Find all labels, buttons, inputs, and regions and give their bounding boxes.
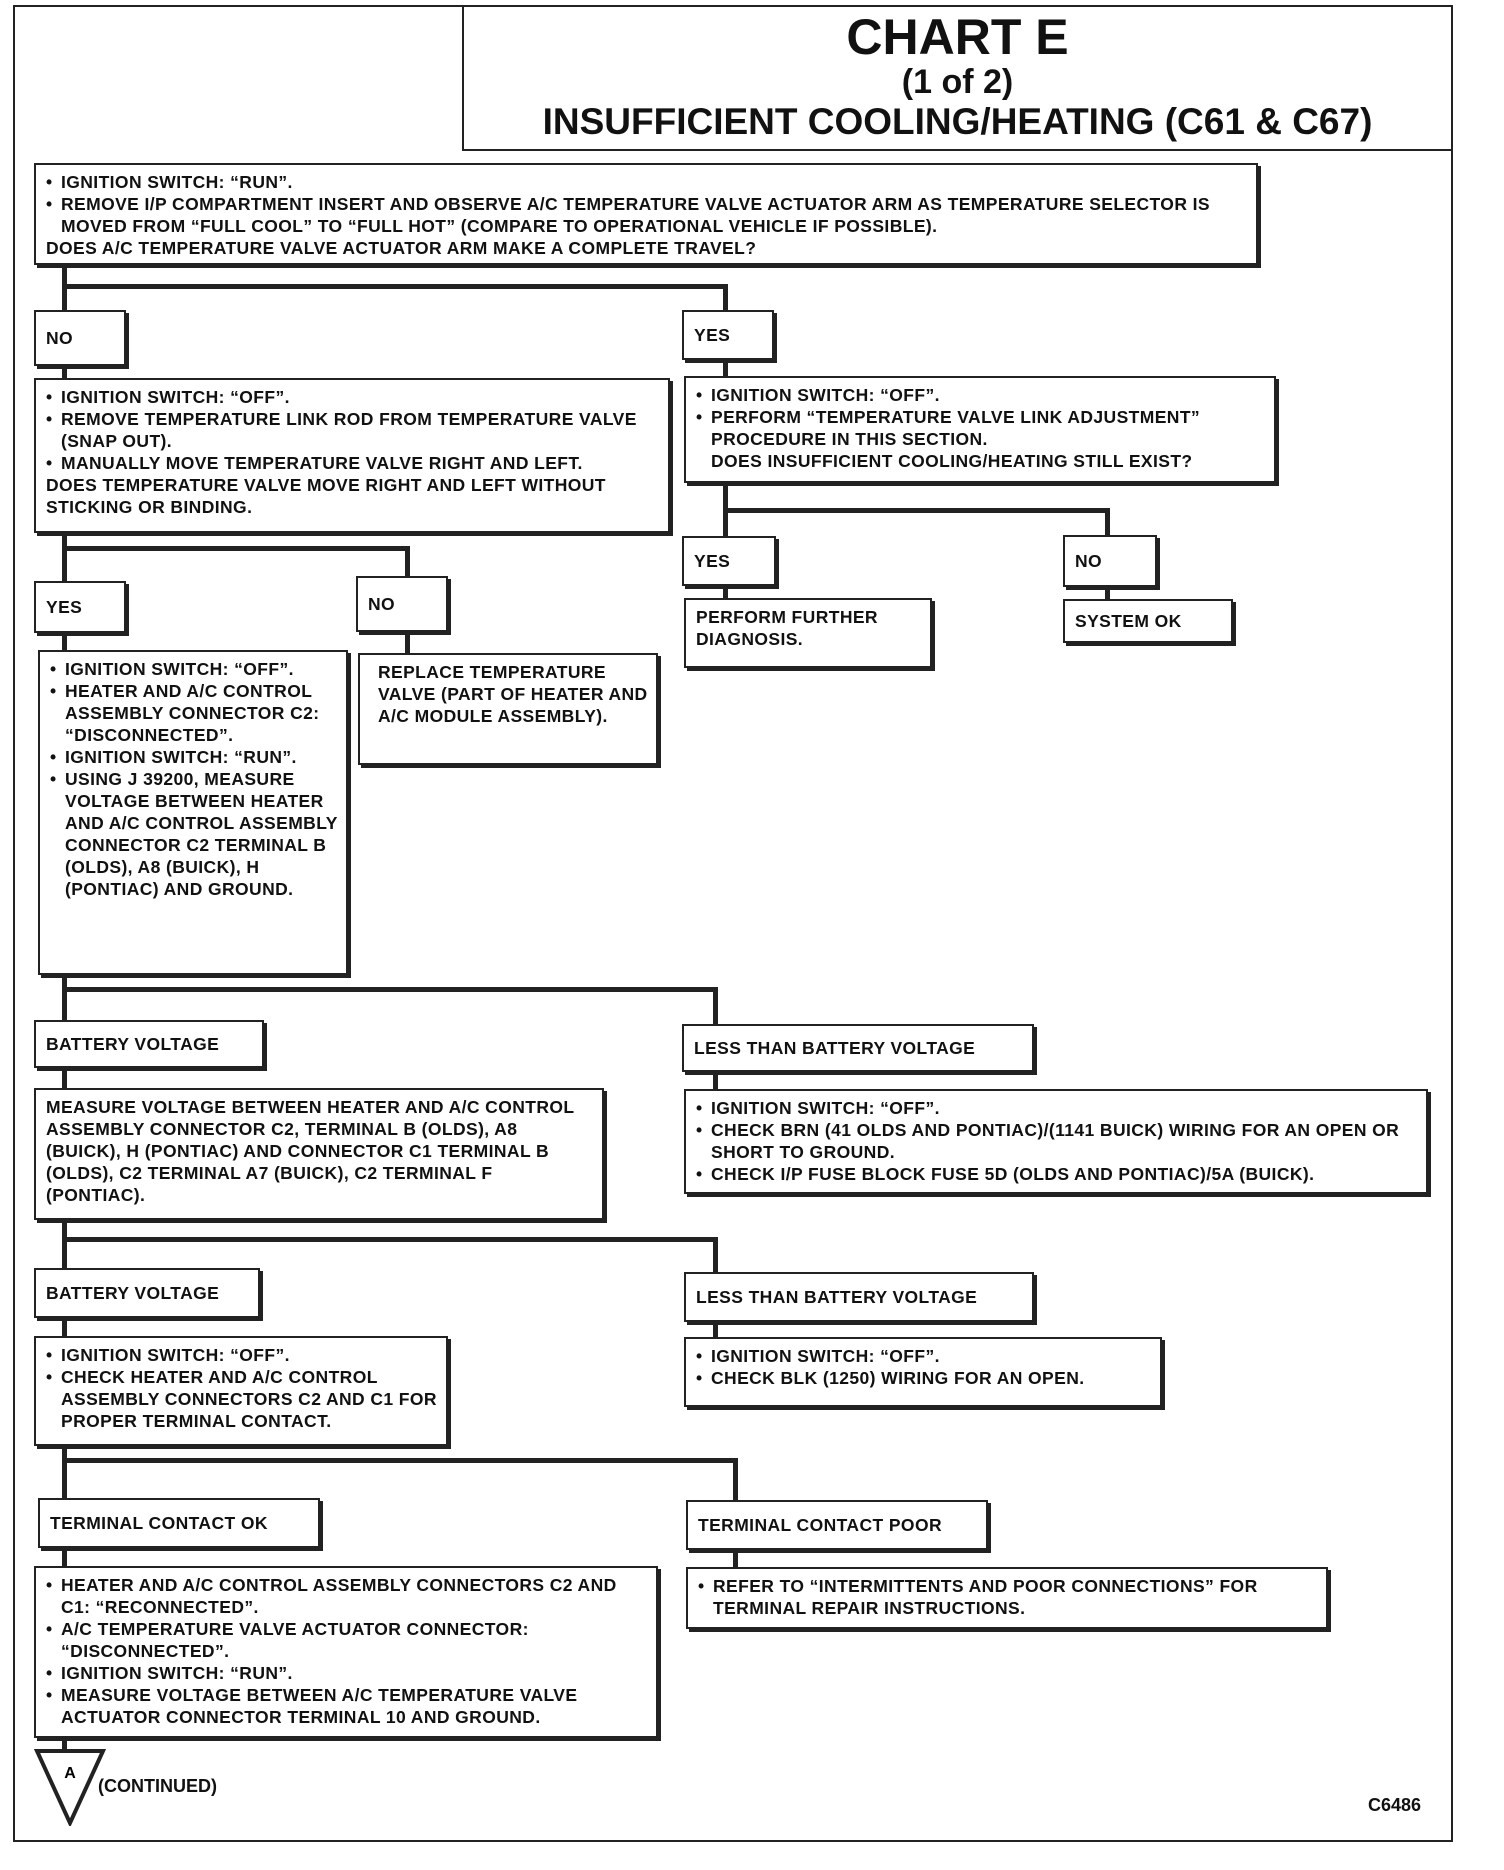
further-diagnosis-box: PERFORM FURTHER DIAGNOSIS. xyxy=(684,598,932,668)
no-label: NO xyxy=(356,576,448,632)
no-label: NO xyxy=(1063,535,1157,587)
start-step-box xyxy=(34,163,1258,265)
flow-line xyxy=(733,1549,738,1569)
step-bullet: • IGNITION SWITCH: “RUN”. xyxy=(46,171,1248,193)
flow-line xyxy=(62,974,67,1021)
link-adjust-step-box xyxy=(684,376,1276,483)
flow-line xyxy=(713,1071,718,1091)
step-bullet: • IGNITION SWITCH: “OFF”. xyxy=(46,1344,438,1366)
connector-letter: A xyxy=(64,1765,76,1782)
check-blk-step-box xyxy=(684,1337,1162,1407)
step-bullet: • IGNITION SWITCH: “OFF”. xyxy=(696,1097,1418,1119)
step-bullet: • HEATER AND A/C CONTROL ASSEMBLY CONNECTOR C2: “DISCONNECTED”. xyxy=(50,680,338,746)
flow-line xyxy=(62,631,67,651)
yes-label: YES xyxy=(682,310,774,360)
terminal-contact-ok-label: TERMINAL CONTACT OK xyxy=(38,1498,320,1548)
step-bullet: • IGNITION SWITCH: “OFF”. xyxy=(50,658,338,680)
flow-line xyxy=(62,532,67,583)
flow-line xyxy=(723,284,728,312)
flow-line xyxy=(713,1237,718,1272)
no-label: NO xyxy=(34,310,126,366)
flow-line xyxy=(62,1067,67,1090)
step-bullet: • REMOVE I/P COMPARTMENT INSERT AND OBSERVE A/C TEMPERATURE VALVE ACTUATOR ARM AS TEMPERATURE SELECTOR IS MOVED FROM “FULL COOL” TO “FULL HOT” (COMPARE TO OPERATIONAL VEHICLE IF POSSIBLE). xyxy=(46,193,1248,237)
flow-line xyxy=(62,987,718,992)
step-bullet: • REMOVE TEMPERATURE LINK ROD FROM TEMPERATURE VALVE (SNAP OUT). xyxy=(46,408,660,452)
flow-line xyxy=(723,358,728,378)
battery-voltage-label: BATTERY VOLTAGE xyxy=(34,1020,264,1068)
yes-label: YES xyxy=(34,581,126,633)
step-question: DOES TEMPERATURE VALVE MOVE RIGHT AND LEFT WITHOUT STICKING OR BINDING. xyxy=(46,475,606,517)
step-bullet: • CHECK BLK (1250) WIRING FOR AN OPEN. xyxy=(696,1367,1152,1389)
flow-line xyxy=(62,1443,67,1501)
step-bullet: • USING J 39200, MEASURE VOLTAGE BETWEEN HEATER AND A/C CONTROL ASSEMBLY CONNECTOR C2 TERMINAL B (OLDS), A8 (BUICK), H (PONTIAC) AND GROUND. xyxy=(50,768,338,900)
step-bullet: • IGNITION SWITCH: “OFF”. xyxy=(696,1345,1152,1367)
continued-label: (CONTINUED) xyxy=(98,1776,217,1796)
less-than-battery-label: LESS THAN BATTERY VOLTAGE xyxy=(684,1272,1034,1322)
chart-page-indicator: (1 of 2) xyxy=(901,63,1014,101)
chart-title: CHART E xyxy=(846,9,1069,65)
continued-connector-triangle xyxy=(34,1748,106,1826)
step-bullet: • CHECK HEATER AND A/C CONTROL ASSEMBLY CONNECTORS C2 AND C1 FOR PROPER TERMINAL CONTACT. xyxy=(46,1366,438,1432)
step-bullet: • REFER TO “INTERMITTENTS AND POOR CONNECTIONS” FOR TERMINAL REPAIR INSTRUCTIONS. xyxy=(698,1575,1318,1619)
step-question: DOES A/C TEMPERATURE VALVE ACTUATOR ARM MAKE A COMPLETE TRAVEL? xyxy=(46,238,757,258)
figure-reference-code: C6486 xyxy=(1368,1795,1422,1815)
step-bullet: • MANUALLY MOVE TEMPERATURE VALVE RIGHT AND LEFT. xyxy=(46,452,660,474)
flow-line xyxy=(62,1237,718,1242)
flow-line xyxy=(62,1458,738,1463)
triangle-shape xyxy=(37,1751,103,1823)
flow-line xyxy=(62,284,728,289)
measure-c1-step-box: MEASURE VOLTAGE BETWEEN HEATER AND A/C CONTROL ASSEMBLY CONNECTOR C2, TERMINAL B (OLDS), A8 (BUICK), H (PONTIAC) AND CONNECTOR C1 TERMINAL B (OLDS), C2 TERMINAL A7 (BUICK), C2 TERMINAL F (PONTIAC). xyxy=(34,1088,604,1220)
flow-line xyxy=(405,546,410,576)
step-question: DOES INSUFFICIENT COOLING/HEATING STILL EXIST? xyxy=(711,451,1193,471)
step-bullet: • A/C TEMPERATURE VALVE ACTUATOR CONNECTOR: “DISCONNECTED”. xyxy=(46,1618,648,1662)
flow-line xyxy=(733,1458,738,1502)
terminal-contact-poor-label: TERMINAL CONTACT POOR xyxy=(686,1500,988,1550)
check-brn-step-box xyxy=(684,1089,1428,1194)
yes-label: YES xyxy=(682,536,776,586)
actuator-step-box xyxy=(34,1566,658,1738)
replace-valve-box: REPLACE TEMPERATURE VALVE (PART OF HEATER AND A/C MODULE ASSEMBLY). xyxy=(358,653,658,765)
flow-line xyxy=(723,508,1110,513)
flow-line xyxy=(1105,508,1110,535)
step-bullet: • IGNITION SWITCH: “OFF”. xyxy=(46,386,660,408)
flow-line xyxy=(713,987,718,1024)
check-connectors-step-box xyxy=(34,1336,448,1446)
step-bullet: • IGNITION SWITCH: “OFF”. xyxy=(696,384,1266,406)
step-bullet: • MEASURE VOLTAGE BETWEEN A/C TEMPERATURE VALVE ACTUATOR CONNECTOR TERMINAL 10 AND GROUND. xyxy=(46,1684,648,1728)
system-ok-box: SYSTEM OK xyxy=(1063,599,1233,643)
chart-title-block xyxy=(462,5,1453,151)
flow-line xyxy=(713,1319,718,1339)
step-bullet: • IGNITION SWITCH: “RUN”. xyxy=(46,1662,648,1684)
step-bullet: • IGNITION SWITCH: “RUN”. xyxy=(50,746,338,768)
repair-reference-step-box xyxy=(686,1567,1328,1629)
measure-c2-step-box xyxy=(38,650,348,975)
less-than-battery-label: LESS THAN BATTERY VOLTAGE xyxy=(682,1024,1034,1072)
flow-line xyxy=(62,546,410,551)
battery-voltage-label: BATTERY VOLTAGE xyxy=(34,1268,260,1318)
step-bullet: • CHECK BRN (41 OLDS AND PONTIAC)/(1141 BUICK) WIRING FOR AN OPEN OR SHORT TO GROUND. xyxy=(696,1119,1418,1163)
link-rod-step-box xyxy=(34,378,670,533)
flow-line xyxy=(62,1546,67,1568)
flow-line xyxy=(723,584,728,599)
step-bullet: • PERFORM “TEMPERATURE VALVE LINK ADJUSTMENT” PROCEDURE IN THIS SECTION. xyxy=(696,406,1266,450)
step-bullet: • HEATER AND A/C CONTROL ASSEMBLY CONNECTORS C2 AND C1: “RECONNECTED”. xyxy=(46,1574,648,1618)
step-bullet: • CHECK I/P FUSE BLOCK FUSE 5D (OLDS AND PONTIAC)/5A (BUICK). xyxy=(696,1163,1418,1185)
chart-subtitle: INSUFFICIENT COOLING/HEATING (C61 & C67) xyxy=(542,101,1373,142)
flow-line xyxy=(62,1219,67,1270)
flow-line xyxy=(405,631,410,653)
